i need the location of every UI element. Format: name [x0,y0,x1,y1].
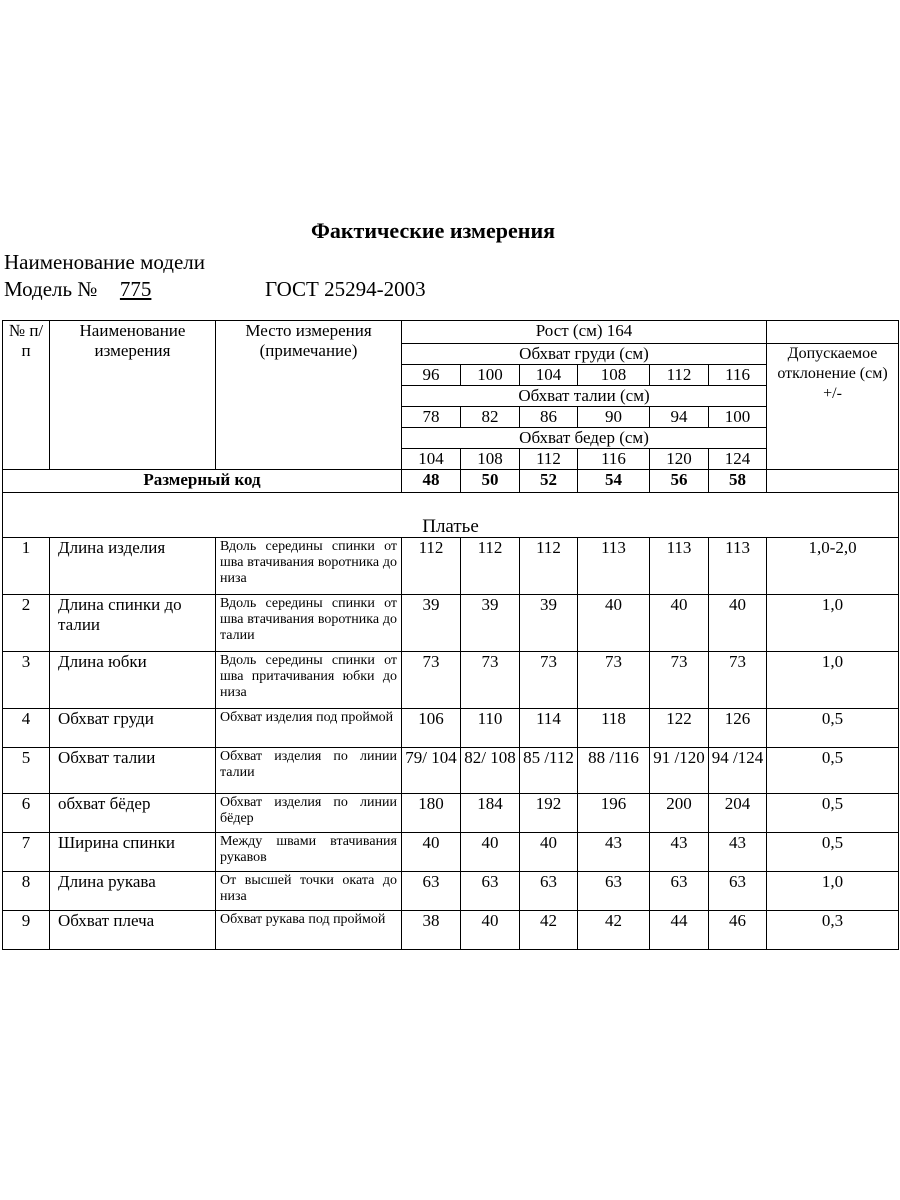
row-number: 4 [3,709,50,748]
tolerance-value: 0,5 [767,794,899,833]
measurement-value: 204 [709,794,767,833]
measurement-name: Ширина спинки [50,833,216,872]
measurement-value: 118 [578,709,650,748]
row-number: 8 [3,872,50,911]
row-number: 5 [3,748,50,794]
header-tolerance: Допускаемое отклонение (см) +/- [767,344,899,470]
measurement-note: Обхват изделия по линии бёдер [216,794,402,833]
model-no-label: Модель № [4,277,98,301]
header-hips: Обхват бедер (см) [402,428,767,449]
waist-value: 90 [578,407,650,428]
model-number-line [4,277,884,302]
measurement-value: 112 [520,538,578,595]
measurement-value: 110 [461,709,520,748]
section-title: Платье [3,493,899,538]
page-title: Фактические измерения [310,218,556,243]
measurement-value: 79/ 104 [402,748,461,794]
measurement-value: 113 [650,538,709,595]
table-row [3,652,899,709]
measurement-value: 91 /120 [650,748,709,794]
chest-value: 112 [650,365,709,386]
hips-value: 108 [461,449,520,470]
measurement-value: 73 [402,652,461,709]
measurement-name: Длина изделия [50,538,216,595]
measurement-value: 44 [650,911,709,950]
hips-value: 124 [709,449,767,470]
row-number: 3 [3,652,50,709]
measurement-name: Обхват талии [50,748,216,794]
measurement-value: 40 [520,833,578,872]
measurement-value: 40 [461,911,520,950]
measurement-value: 196 [578,794,650,833]
row-number: 6 [3,794,50,833]
size-code: 52 [520,470,578,493]
table-row [3,595,899,652]
header-chest: Обхват груди (см) [402,344,767,365]
tolerance-value: 0,5 [767,748,899,794]
header-height: Рост (см) 164 [402,321,767,344]
measurement-note: От высшей точки оката до низа [216,872,402,911]
chest-value: 116 [709,365,767,386]
measurement-value: 40 [650,595,709,652]
measurement-note: Вдоль середины спинки от шва втачивания воротника до талии [216,595,402,652]
size-code-blank [767,470,899,493]
waist-value: 86 [520,407,578,428]
measurement-name: обхват бёдер [50,794,216,833]
measurement-value: 63 [650,872,709,911]
model-no-value: 775 [119,277,152,301]
measurement-value: 39 [402,595,461,652]
tolerance-value: 0,5 [767,833,899,872]
row-number: 7 [3,833,50,872]
measurement-value: 113 [578,538,650,595]
waist-value: 100 [709,407,767,428]
row-number: 2 [3,595,50,652]
chest-value: 108 [578,365,650,386]
measurement-value: 180 [402,794,461,833]
row-number: 1 [3,538,50,595]
table-row [3,911,899,950]
measurement-value: 40 [709,595,767,652]
tolerance-value: 0,5 [767,709,899,748]
table-row [3,538,899,595]
measurement-value: 122 [650,709,709,748]
measurement-value: 73 [520,652,578,709]
measurement-value: 73 [650,652,709,709]
measurement-value: 63 [709,872,767,911]
header-place: Место измерения (примечание) [216,321,402,470]
measurement-value: 200 [650,794,709,833]
waist-value: 94 [650,407,709,428]
measurement-name: Длина спинки до талии [50,595,216,652]
measurement-value: 43 [709,833,767,872]
measurement-value: 94 /124 [709,748,767,794]
header-waist: Обхват талии (см) [402,386,767,407]
measurement-name: Длина юбки [50,652,216,709]
measurement-value: 106 [402,709,461,748]
measurement-value: 112 [402,538,461,595]
measurement-value: 63 [578,872,650,911]
measurement-value: 63 [402,872,461,911]
chest-value: 96 [402,365,461,386]
table-row [3,872,899,911]
measurement-value: 63 [461,872,520,911]
table-row [3,833,899,872]
hips-value: 112 [520,449,578,470]
measurement-value: 184 [461,794,520,833]
measurement-name: Обхват плеча [50,911,216,950]
measurement-value: 85 /112 [520,748,578,794]
measurement-note: Обхват изделия по линии талии [216,748,402,794]
measurement-value: 73 [578,652,650,709]
header-num: № п/п [3,321,50,470]
measurement-value: 114 [520,709,578,748]
measurement-note: Между швами втачивания рукавов [216,833,402,872]
measurement-value: 42 [520,911,578,950]
size-code: 48 [402,470,461,493]
gost-standard: ГОСТ 25294-2003 [265,277,426,301]
measurement-value: 40 [402,833,461,872]
tolerance-value: 1,0 [767,652,899,709]
waist-value: 82 [461,407,520,428]
size-code: 56 [650,470,709,493]
size-code: 58 [709,470,767,493]
header-blank [767,321,899,344]
measurement-value: 40 [578,595,650,652]
measurement-value: 42 [578,911,650,950]
measurement-value: 43 [578,833,650,872]
measurement-value: 39 [520,595,578,652]
measurement-value: 126 [709,709,767,748]
measurement-value: 46 [709,911,767,950]
measurement-value: 73 [461,652,520,709]
size-code-label: Размерный код [3,470,402,493]
hips-value: 116 [578,449,650,470]
measurement-value: 113 [709,538,767,595]
tolerance-value: 1,0 [767,595,899,652]
waist-value: 78 [402,407,461,428]
hips-value: 104 [402,449,461,470]
measurement-note: Вдоль середины спинки от шва притачивания юбки до низа [216,652,402,709]
measurement-value: 82/ 108 [461,748,520,794]
chest-value: 100 [461,365,520,386]
table-row [3,748,899,794]
measurements-table [2,320,899,950]
measurement-value: 38 [402,911,461,950]
measurement-note: Вдоль середины спинки от шва втачивания воротника до низа [216,538,402,595]
measurement-name: Обхват груди [50,709,216,748]
model-name-label: Наименование модели [4,250,205,274]
tolerance-value: 1,0 [767,872,899,911]
measurement-value: 63 [520,872,578,911]
table-row [3,794,899,833]
tolerance-value: 1,0-2,0 [767,538,899,595]
row-number: 9 [3,911,50,950]
measurement-value: 40 [461,833,520,872]
measurement-name: Длина рукава [50,872,216,911]
hips-value: 120 [650,449,709,470]
measurement-value: 88 /116 [578,748,650,794]
measurement-value: 192 [520,794,578,833]
measurement-value: 43 [650,833,709,872]
tolerance-value: 0,3 [767,911,899,950]
size-code: 54 [578,470,650,493]
measurement-value: 39 [461,595,520,652]
measurement-note: Обхват изделия под проймой [216,709,402,748]
header-name: Наименование измерения [50,321,216,470]
measurement-value: 73 [709,652,767,709]
measurement-value: 112 [461,538,520,595]
measurement-note: Обхват рукава под проймой [216,911,402,950]
chest-value: 104 [520,365,578,386]
table-row [3,709,899,748]
size-code: 50 [461,470,520,493]
